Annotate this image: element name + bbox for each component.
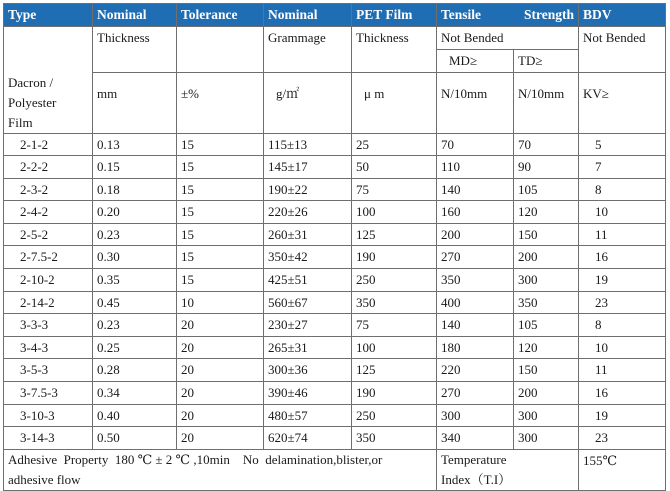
table-row xyxy=(4,291,666,314)
cell-type: 2-3-2 xyxy=(4,178,93,201)
header-row xyxy=(4,4,666,27)
table-row xyxy=(4,359,666,382)
cell-md: 220 xyxy=(437,359,514,382)
subheader-thickness: Thickness xyxy=(93,27,177,73)
header-tolerance: Tolerance xyxy=(177,4,264,27)
cell-bdv: 10 xyxy=(579,201,666,224)
cell-bdv: 7 xyxy=(579,156,666,179)
cell-td: 120 xyxy=(514,201,579,224)
cell-thickness: 0.13 xyxy=(93,133,177,156)
cell-td: 105 xyxy=(514,314,579,337)
cell-grammage: 145±17 xyxy=(264,156,352,179)
table-row xyxy=(4,382,666,405)
cell-thickness: 0.23 xyxy=(93,314,177,337)
cell-thickness: 0.28 xyxy=(93,359,177,382)
cell-bdv: 11 xyxy=(579,359,666,382)
cell-grammage: 265±31 xyxy=(264,336,352,359)
subheader-not-bended-bdv: Not Bended xyxy=(579,27,666,73)
header-nominal-thickness: Nominal xyxy=(93,4,177,27)
cell-type: 3-4-3 xyxy=(4,336,93,359)
header-pet-film: PET Film xyxy=(352,4,437,27)
footer-adhesive-line-2: adhesive flow xyxy=(8,471,81,487)
cell-tolerance: 20 xyxy=(177,404,264,427)
table-row xyxy=(4,133,666,156)
cell-thickness: 0.40 xyxy=(93,404,177,427)
cell-td: 90 xyxy=(514,156,579,179)
cell-md: 350 xyxy=(437,269,514,292)
unit-grammage: g/㎡ xyxy=(264,73,352,134)
cell-thickness: 0.50 xyxy=(93,427,177,450)
material-line-1: Dacron / xyxy=(8,74,54,90)
cell-type: 2-5-2 xyxy=(4,223,93,246)
cell-type: 2-14-2 xyxy=(4,291,93,314)
cell-tolerance: 15 xyxy=(177,246,264,269)
cell-pet: 350 xyxy=(352,427,437,450)
footer-adhesive xyxy=(4,449,437,490)
cell-md: 70 xyxy=(437,133,514,156)
header-type: Type xyxy=(4,4,93,27)
cell-grammage: 300±36 xyxy=(264,359,352,382)
cell-tolerance: 15 xyxy=(177,133,264,156)
cell-td: 350 xyxy=(514,291,579,314)
cell-td: 150 xyxy=(514,359,579,382)
subheader-grammage: Grammage xyxy=(264,27,352,73)
cell-pet: 100 xyxy=(352,201,437,224)
subheader-pet-thickness: Thickness xyxy=(352,27,437,73)
cell-td: 105 xyxy=(514,178,579,201)
cell-md: 340 xyxy=(437,427,514,450)
cell-td: 300 xyxy=(514,404,579,427)
cell-type: 2-10-2 xyxy=(4,269,93,292)
cell-type: 3-10-3 xyxy=(4,404,93,427)
cell-td: 200 xyxy=(514,382,579,405)
cell-type: 3-7.5-3 xyxy=(4,382,93,405)
cell-bdv: 16 xyxy=(579,382,666,405)
cell-bdv: 23 xyxy=(579,291,666,314)
cell-grammage: 620±74 xyxy=(264,427,352,450)
cell-pet: 190 xyxy=(352,246,437,269)
spec-table xyxy=(3,3,666,491)
subheader-td: TD≥ xyxy=(514,50,579,73)
cell-type: 2-4-2 xyxy=(4,201,93,224)
cell-thickness: 0.15 xyxy=(93,156,177,179)
unit-tolerance: ±% xyxy=(177,73,264,134)
cell-td: 70 xyxy=(514,133,579,156)
table-row xyxy=(4,314,666,337)
cell-grammage: 390±46 xyxy=(264,382,352,405)
table-row xyxy=(4,427,666,450)
header-bdv: BDV xyxy=(579,4,666,27)
cell-thickness: 0.34 xyxy=(93,382,177,405)
cell-pet: 75 xyxy=(352,314,437,337)
cell-grammage: 230±27 xyxy=(264,314,352,337)
header-nominal-grammage: Nominal xyxy=(264,4,352,27)
cell-md: 270 xyxy=(437,246,514,269)
cell-td: 300 xyxy=(514,269,579,292)
table-row xyxy=(4,201,666,224)
material-line-3: Film xyxy=(8,114,33,130)
cell-pet: 75 xyxy=(352,178,437,201)
table-row xyxy=(4,178,666,201)
cell-type: 2-2-2 xyxy=(4,156,93,179)
cell-tolerance: 20 xyxy=(177,382,264,405)
header-strength: Strength xyxy=(523,7,574,22)
cell-tolerance: 15 xyxy=(177,269,264,292)
cell-thickness: 0.35 xyxy=(93,269,177,292)
footer-temp-line-1: Temperature xyxy=(441,451,507,467)
cell-bdv: 8 xyxy=(579,178,666,201)
cell-pet: 350 xyxy=(352,291,437,314)
cell-md: 160 xyxy=(437,201,514,224)
material-cell xyxy=(4,27,93,73)
cell-md: 200 xyxy=(437,223,514,246)
cell-pet: 125 xyxy=(352,359,437,382)
cell-tolerance: 15 xyxy=(177,201,264,224)
cell-grammage: 560±67 xyxy=(264,291,352,314)
cell-pet: 125 xyxy=(352,223,437,246)
cell-bdv: 23 xyxy=(579,427,666,450)
cell-grammage: 115±13 xyxy=(264,133,352,156)
cell-md: 110 xyxy=(437,156,514,179)
unit-md: N/10mm xyxy=(437,73,514,134)
cell-md: 400 xyxy=(437,291,514,314)
cell-thickness: 0.30 xyxy=(93,246,177,269)
cell-bdv: 10 xyxy=(579,336,666,359)
cell-tolerance: 20 xyxy=(177,336,264,359)
cell-pet: 50 xyxy=(352,156,437,179)
cell-grammage: 190±22 xyxy=(264,178,352,201)
cell-bdv: 19 xyxy=(579,269,666,292)
table-row xyxy=(4,223,666,246)
cell-thickness: 0.23 xyxy=(93,223,177,246)
unit-kv: KV≥ xyxy=(579,73,666,134)
cell-type: 3-5-3 xyxy=(4,359,93,382)
cell-grammage: 350±42 xyxy=(264,246,352,269)
cell-pet: 250 xyxy=(352,404,437,427)
subheader-not-bended-tensile: Not Bended xyxy=(437,27,579,50)
material-line-2: Polyester xyxy=(8,94,57,110)
header-tensile-strength xyxy=(437,4,579,27)
cell-type: 2-7.5-2 xyxy=(4,246,93,269)
cell-pet: 100 xyxy=(352,336,437,359)
cell-grammage: 260±31 xyxy=(264,223,352,246)
table-row xyxy=(4,246,666,269)
table-row xyxy=(4,404,666,427)
cell-bdv: 16 xyxy=(579,246,666,269)
cell-tolerance: 15 xyxy=(177,178,264,201)
cell-type: 2-1-2 xyxy=(4,133,93,156)
cell-bdv: 8 xyxy=(579,314,666,337)
subheader-md: MD≥ xyxy=(437,50,514,73)
table-row xyxy=(4,336,666,359)
cell-grammage: 425±51 xyxy=(264,269,352,292)
footer-adhesive-line-1: Adhesive Property 180 ℃ ± 2 ℃ ,10min No delamination,blister,or xyxy=(8,451,383,467)
cell-pet: 250 xyxy=(352,269,437,292)
cell-tolerance: 15 xyxy=(177,223,264,246)
cell-tolerance: 20 xyxy=(177,359,264,382)
cell-grammage: 220±26 xyxy=(264,201,352,224)
subheader-row xyxy=(4,27,666,50)
cell-pet: 25 xyxy=(352,133,437,156)
cell-pet: 190 xyxy=(352,382,437,405)
header-tensile: Tensile xyxy=(441,7,482,22)
cell-type: 3-3-3 xyxy=(4,314,93,337)
footer-temp-line-2: Index（T.I） xyxy=(441,471,512,487)
cell-td: 120 xyxy=(514,336,579,359)
cell-grammage: 480±57 xyxy=(264,404,352,427)
cell-td: 200 xyxy=(514,246,579,269)
cell-thickness: 0.25 xyxy=(93,336,177,359)
unit-um: μ m xyxy=(352,73,437,134)
cell-md: 140 xyxy=(437,314,514,337)
cell-thickness: 0.18 xyxy=(93,178,177,201)
cell-bdv: 5 xyxy=(579,133,666,156)
footer-temp-label xyxy=(437,449,579,490)
cell-bdv: 19 xyxy=(579,404,666,427)
cell-md: 300 xyxy=(437,404,514,427)
cell-thickness: 0.20 xyxy=(93,201,177,224)
cell-md: 270 xyxy=(437,382,514,405)
unit-td: N/10mm xyxy=(514,73,579,134)
cell-tolerance: 10 xyxy=(177,291,264,314)
cell-td: 300 xyxy=(514,427,579,450)
cell-td: 150 xyxy=(514,223,579,246)
table-row xyxy=(4,156,666,179)
cell-tolerance: 20 xyxy=(177,314,264,337)
cell-tolerance: 20 xyxy=(177,427,264,450)
cell-bdv: 11 xyxy=(579,223,666,246)
material-label xyxy=(4,73,93,134)
cell-type: 3-14-3 xyxy=(4,427,93,450)
unit-mm: mm xyxy=(93,73,177,134)
footer-row xyxy=(4,449,666,490)
table-row xyxy=(4,269,666,292)
subheader-tolerance-empty xyxy=(177,27,264,73)
footer-temp-value: 155℃ xyxy=(579,449,666,490)
cell-md: 180 xyxy=(437,336,514,359)
cell-tolerance: 15 xyxy=(177,156,264,179)
cell-thickness: 0.45 xyxy=(93,291,177,314)
cell-md: 140 xyxy=(437,178,514,201)
